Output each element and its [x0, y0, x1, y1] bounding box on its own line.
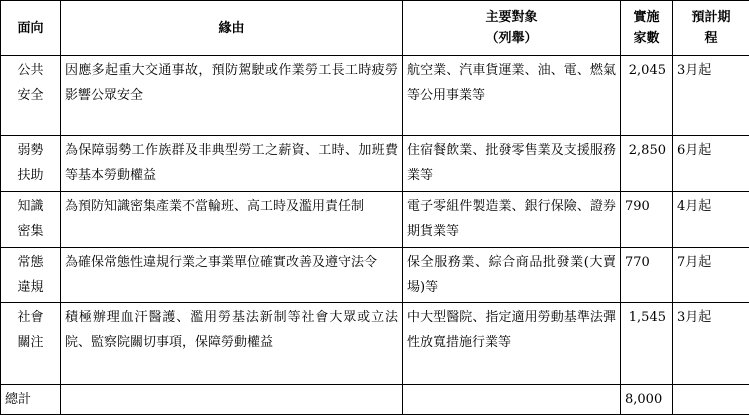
- targets-cell: 住宿餐飲業、批發零售業及支援服務業等: [403, 136, 621, 192]
- total-empty-schedule: [673, 385, 749, 415]
- aspect-line1: 常態: [5, 250, 56, 275]
- count-cell: 2,045: [621, 56, 673, 136]
- aspect-line2: 關注: [5, 330, 56, 355]
- schedule-cell: 4月起: [673, 192, 749, 248]
- aspect-cell: [1, 56, 61, 136]
- header-schedule-line1: 預計期: [677, 7, 745, 28]
- total-row: [1, 385, 749, 415]
- reason-cell: 為保障弱勢工作族群及非典型勞工之薪資、工時、加班費等基本勞動權益: [61, 136, 403, 192]
- table-row: [1, 303, 749, 385]
- header-schedule: [673, 1, 749, 56]
- reason-cell: 因應多起重大交通事故，預防駕駛或作業勞工長工時疲勞影響公眾安全: [61, 56, 403, 136]
- aspect-line2: 密集: [5, 219, 56, 244]
- aspect-line1: 弱勢: [5, 138, 56, 163]
- total-empty-targets: [403, 385, 621, 415]
- header-reason: 緣由: [61, 1, 403, 56]
- aspect-line1: 公共: [5, 58, 56, 83]
- count-cell: 2,850: [621, 136, 673, 192]
- targets-cell: 航空業、汽車貨運業、油、電、燃氣等公用事業等: [403, 56, 621, 136]
- header-count: [621, 1, 673, 56]
- header-targets-line2: （列舉）: [407, 28, 616, 49]
- targets-cell: 中大型醫院、指定適用勞動基準法彈性放寬措施行業等: [403, 303, 621, 385]
- header-schedule-line2: 程: [677, 28, 745, 49]
- count-cell: 790: [621, 192, 673, 248]
- header-row: [1, 1, 749, 56]
- schedule-cell: 6月起: [673, 136, 749, 192]
- aspect-line1: 知識: [5, 194, 56, 219]
- header-count-line2: 家數: [625, 28, 668, 49]
- aspect-cell: [1, 192, 61, 248]
- aspect-line2: 扶助: [5, 163, 56, 188]
- table-row: [1, 56, 749, 136]
- reason-cell: 積極辦理血汗醫護、濫用勞基法新制等社會大眾或立法院、監察院關切事項，保障勞動權益: [61, 303, 403, 385]
- header-targets-line1: 主要對象: [407, 7, 616, 28]
- reason-cell: 為確保常態性違規行業之事業單位確實改善及遵守法令: [61, 248, 403, 303]
- aspect-cell: [1, 136, 61, 192]
- total-count: 8,000: [621, 385, 673, 415]
- aspect-cell: [1, 248, 61, 303]
- header-aspect: 面向: [1, 1, 61, 56]
- total-label: 總計: [1, 385, 61, 415]
- targets-cell: 保全服務業、綜合商品批發業(大賣場)等: [403, 248, 621, 303]
- table-row: [1, 248, 749, 303]
- table-row: [1, 136, 749, 192]
- schedule-cell: 3月起: [673, 303, 749, 385]
- count-cell: 1,545: [621, 303, 673, 385]
- aspect-line1: 社會: [5, 305, 56, 330]
- count-cell: 770: [621, 248, 673, 303]
- reason-cell: 為預防知識密集產業不當輪班、高工時及濫用責任制: [61, 192, 403, 248]
- schedule-cell: 7月起: [673, 248, 749, 303]
- aspect-line2: 違規: [5, 275, 56, 300]
- table-row: [1, 192, 749, 248]
- aspect-line2: 安全: [5, 83, 56, 108]
- header-targets: [403, 1, 621, 56]
- header-count-line1: 實施: [625, 7, 668, 28]
- aspect-cell: [1, 303, 61, 385]
- total-empty-reason: [61, 385, 403, 415]
- schedule-cell: 3月起: [673, 56, 749, 136]
- targets-cell: 電子零組件製造業、銀行保險、證券期貨業等: [403, 192, 621, 248]
